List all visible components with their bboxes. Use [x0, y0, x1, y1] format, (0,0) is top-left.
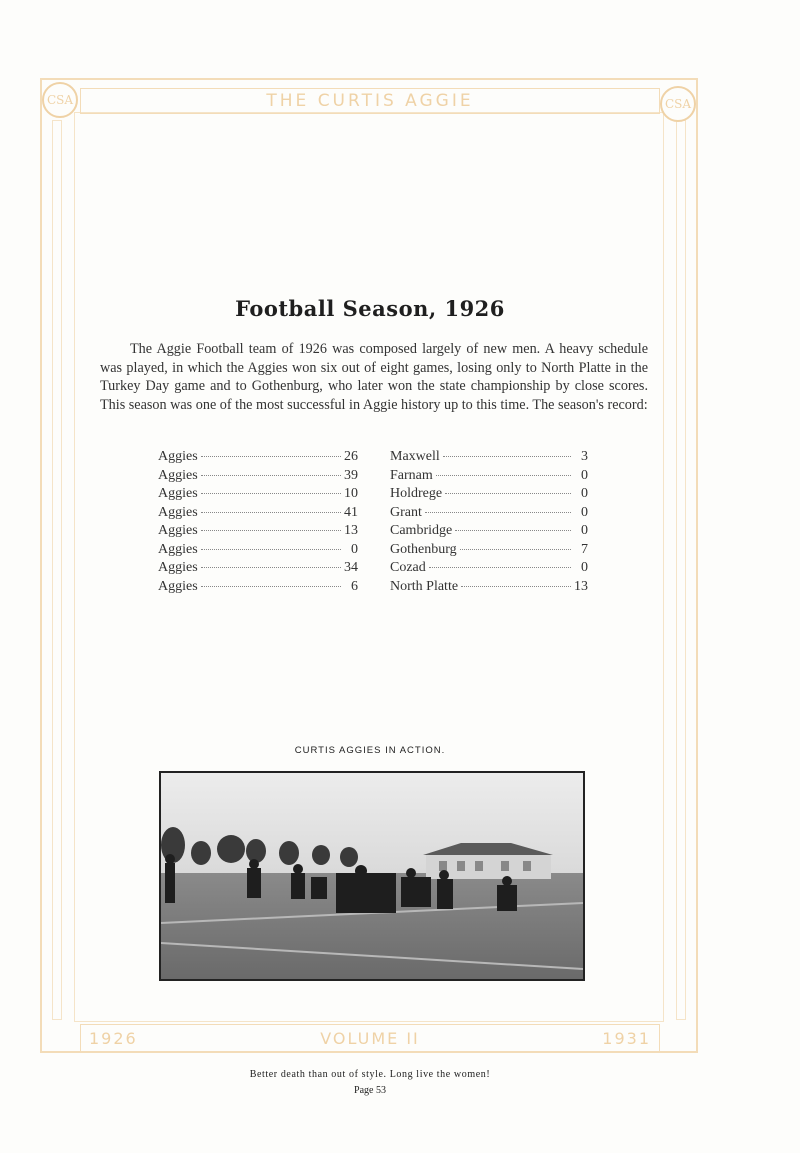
score: 6: [351, 578, 358, 594]
opponent-name: Gothenburg: [390, 541, 457, 557]
opponent-name: Cambridge: [390, 523, 453, 538]
score: 26: [344, 449, 358, 464]
opponent-score: 3: [581, 449, 588, 464]
left-border-bar: [52, 120, 62, 1020]
photo-caption: CURTIS AGGIES IN ACTION.: [294, 745, 446, 756]
score: 39: [344, 467, 358, 483]
leader-dots: [445, 493, 571, 494]
team-name: Aggies: [158, 523, 198, 538]
record-row-opponent: [390, 579, 588, 598]
record-row-opponent: [390, 468, 588, 487]
leader-dots: [201, 567, 341, 568]
opponent-score: 7: [581, 541, 588, 557]
leader-dots: [201, 530, 341, 531]
leader-dots: [455, 530, 571, 531]
leader-dots: [201, 549, 341, 550]
opponent-name: Holdrege: [390, 486, 443, 501]
leader-dots: [425, 512, 571, 513]
record-aggies-column: [158, 449, 358, 597]
opponent-score: 0: [581, 467, 588, 483]
record-row-opponent: [390, 523, 588, 542]
article-title: Football Season, 1926: [235, 296, 505, 321]
opponent-score: 0: [581, 486, 588, 501]
record-row-aggies: [158, 523, 358, 542]
team-name: Aggies: [158, 449, 198, 464]
leader-dots: [443, 456, 571, 457]
record-row-aggies: [158, 449, 358, 468]
record-row-aggies: [158, 560, 358, 579]
opponent-name: Cozad: [390, 560, 426, 575]
record-row-aggies: [158, 505, 358, 524]
record-row-aggies: [158, 486, 358, 505]
monogram-left: CSA: [42, 82, 78, 118]
leader-dots: [429, 567, 571, 568]
footer-band-volume: VOLUME II: [320, 1028, 420, 1048]
monogram-right: CSA: [660, 86, 696, 122]
score: 0: [351, 541, 358, 557]
footer-band-right-year: 1931: [602, 1028, 651, 1048]
footer-band: [80, 1024, 660, 1052]
record-row-opponent: [390, 542, 588, 561]
record-row-opponent: [390, 449, 588, 468]
footer-motto: Better death than out of style. Long live the women!: [249, 1069, 491, 1080]
opponent-score: 13: [574, 578, 588, 594]
opponent-score: 0: [581, 560, 588, 575]
opponent-score: 0: [581, 523, 588, 538]
record-row-opponent: [390, 505, 588, 524]
team-name: Aggies: [158, 486, 198, 501]
footer-band-left-year: 1926: [89, 1028, 138, 1048]
opponent-score: 0: [581, 504, 588, 520]
opponent-name: Maxwell: [390, 449, 440, 464]
opponent-name: Grant: [390, 504, 422, 520]
opponent-name: Farnam: [390, 467, 433, 483]
record-row-opponent: [390, 486, 588, 505]
page-number: Page 53: [354, 1085, 386, 1096]
record-row-aggies: [158, 542, 358, 561]
football-action-photo: [159, 771, 585, 981]
team-name: Aggies: [158, 560, 198, 575]
header-band: [80, 88, 660, 114]
leader-dots: [460, 549, 571, 550]
score: 10: [344, 486, 358, 501]
score: 34: [344, 560, 358, 575]
team-name: Aggies: [158, 578, 198, 594]
score: 13: [344, 523, 358, 538]
leader-dots: [461, 586, 571, 587]
leader-dots: [201, 456, 341, 457]
leader-dots: [201, 512, 341, 513]
record-opponents-column: [390, 449, 588, 597]
leader-dots: [201, 586, 341, 587]
right-border-bar: [676, 120, 686, 1020]
team-name: Aggies: [158, 541, 198, 557]
article-paragraph: The Aggie Football team of 1926 was composed largely of new men. A heavy schedule was played, in which the Aggies won six out of eight games, losing only to North Platte in the Turkey Day game and to Gothenburg, who later won the state championship by close scores. This season was one of the most successful in Aggie history up to this time. The season's record:: [100, 341, 648, 413]
record-row-aggies: [158, 468, 358, 487]
record-row-opponent: [390, 560, 588, 579]
team-name: Aggies: [158, 504, 198, 520]
score: 41: [344, 504, 358, 520]
team-name: Aggies: [158, 467, 198, 483]
leader-dots: [201, 475, 341, 476]
leader-dots: [201, 493, 341, 494]
leader-dots: [436, 475, 571, 476]
header-band-title: THE CURTIS AGGIE: [266, 91, 474, 111]
record-row-aggies: [158, 579, 358, 598]
article-body: [100, 340, 648, 414]
opponent-name: North Platte: [390, 578, 459, 594]
